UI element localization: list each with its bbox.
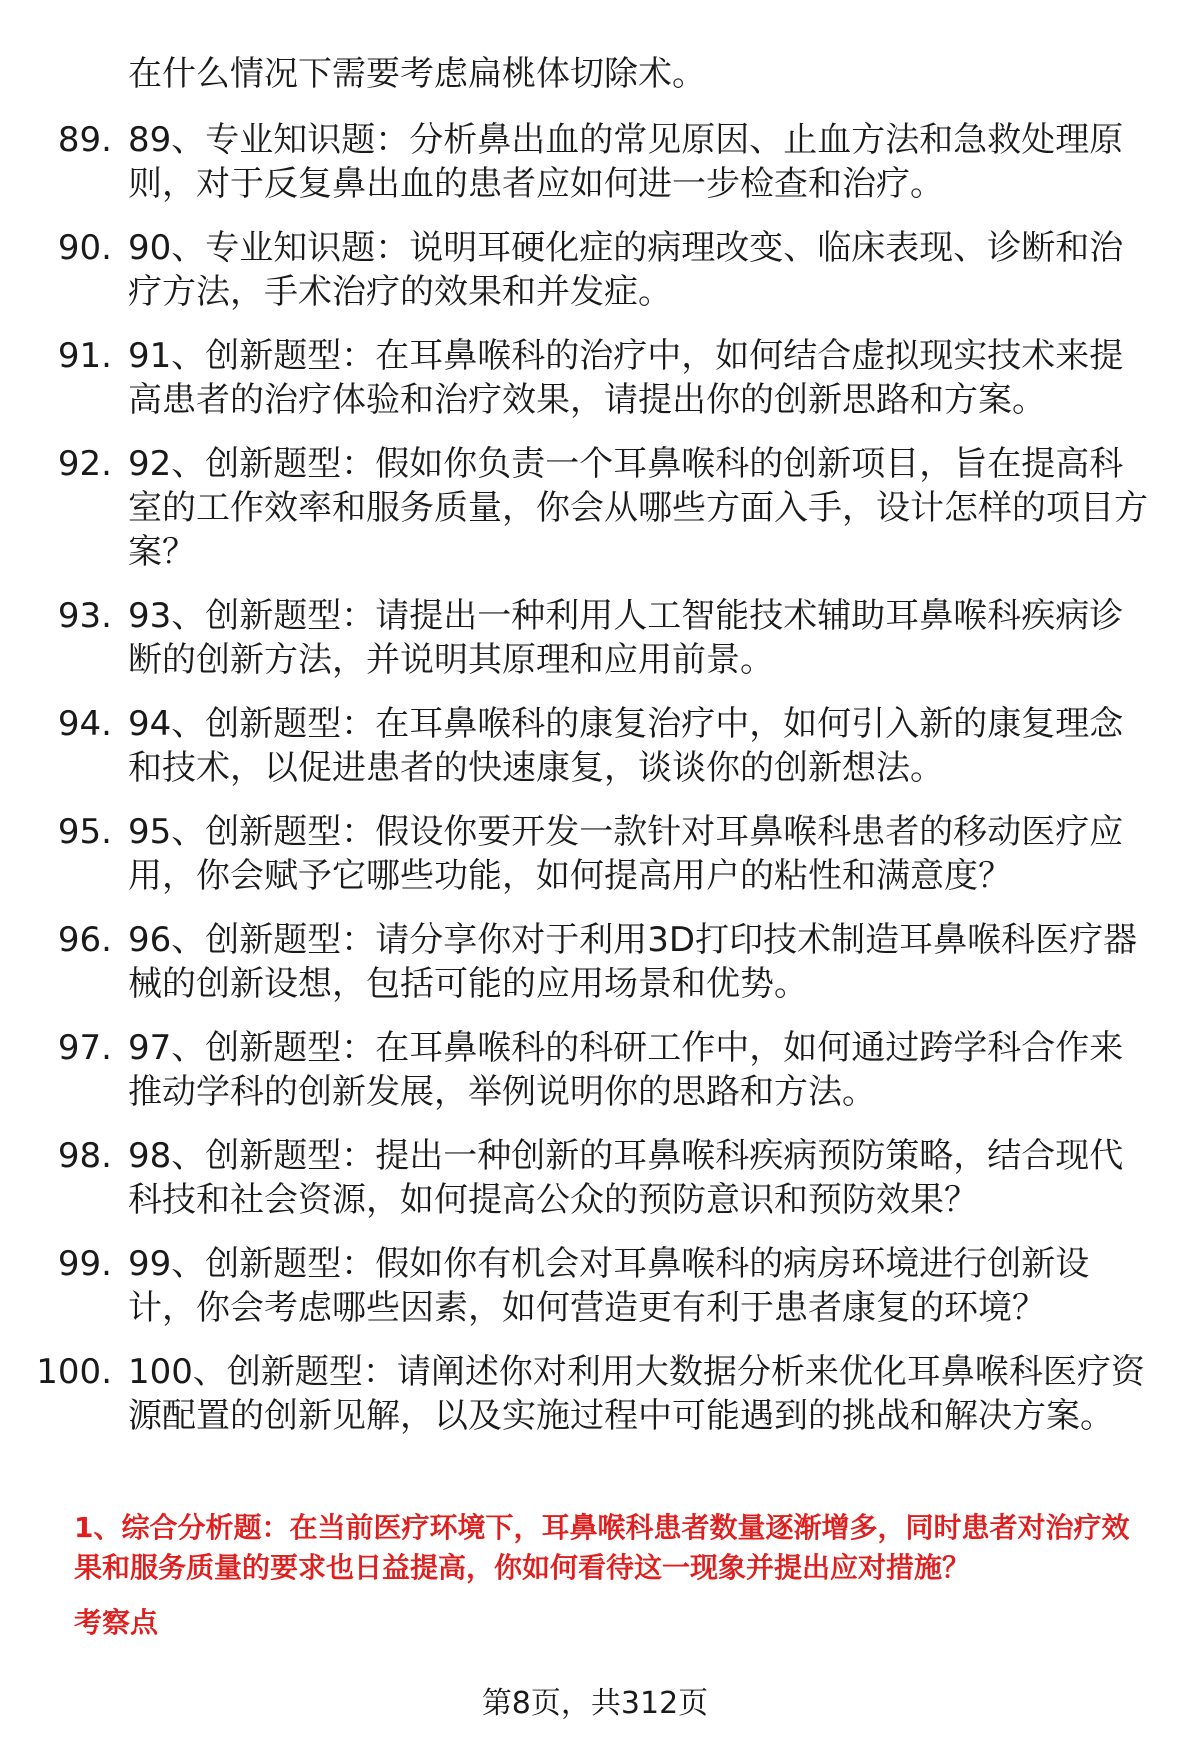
question-item <box>0 1350 1190 1438</box>
question-text: 99、创新题型：假如你有机会对耳鼻喉科的病房环境进行创新设计，你会考虑哪些因素，如何营造更有利于患者康复的环境？ <box>128 1244 1090 1328</box>
question-number: 97. <box>57 1028 112 1068</box>
question-number: 95. <box>57 812 112 852</box>
exam-points-label: 考察点 <box>74 1606 159 1639</box>
question-item <box>0 594 1190 682</box>
question-item <box>0 918 1190 1006</box>
question-text: 93、创新题型：请提出一种利用人工智能技术辅助耳鼻喉科疾病诊断的创新方法，并说明其原理和应用前景。 <box>128 596 1124 680</box>
question-number: 98. <box>57 1136 112 1176</box>
question-number: 99. <box>57 1244 112 1284</box>
question-text: 100、创新题型：请阐述你对利用大数据分析来优化耳鼻喉科医疗资源配置的创新见解，以及实施过程中可能遇到的挑战和解决方案。 <box>128 1352 1145 1436</box>
question-item <box>0 1134 1190 1222</box>
question-item <box>0 1026 1190 1114</box>
question-item <box>0 334 1190 422</box>
question-text: 98、创新题型：提出一种创新的耳鼻喉科疾病预防策略，结合现代科技和社会资源，如何提高公众的预防意识和预防效果？ <box>128 1136 1124 1220</box>
question-number: 96. <box>57 920 112 960</box>
question-text: 94、创新题型：在耳鼻喉科的康复治疗中，如何引入新的康复理念和技术，以促进患者的快速康复，谈谈你的创新想法。 <box>128 704 1124 788</box>
question-item <box>0 810 1190 898</box>
question-text: 89、专业知识题：分析鼻出血的常见原因、止血方法和急救处理原则，对于反复鼻出血的患者应如何进一步检查和治疗。 <box>128 120 1124 204</box>
question-number: 89. <box>57 120 112 160</box>
question-item <box>0 118 1190 206</box>
question-item <box>0 702 1190 790</box>
question-item <box>0 226 1190 314</box>
question-number: 93. <box>57 596 112 636</box>
page-footer: 第8页，共312页 <box>481 1686 709 1721</box>
question-number: 94. <box>57 704 112 744</box>
question-text: 97、创新题型：在耳鼻喉科的科研工作中，如何通过跨学科合作来推动学科的创新发展，举例说明你的思路和方法。 <box>128 1028 1124 1112</box>
question-item <box>0 1242 1190 1330</box>
question-number: 100. <box>36 1352 112 1392</box>
question-text: 95、创新题型：假设你要开发一款针对耳鼻喉科患者的移动医疗应用，你会赋予它哪些功能，如何提高用户的粘性和满意度？ <box>128 812 1124 896</box>
question-list <box>0 118 1190 1458</box>
continued-question-text: 在什么情况下需要考虑扁桃体切除术。 <box>128 54 706 94</box>
question-text: 92、创新题型：假如你负责一个耳鼻喉科的创新项目，旨在提高科室的工作效率和服务质量，你会从哪些方面入手，设计怎样的项目方案？ <box>128 444 1148 572</box>
question-item <box>0 442 1190 574</box>
question-text: 96、创新题型：请分享你对于利用3D打印技术制造耳鼻喉科医疗器械的创新设想，包括可能的应用场景和优势。 <box>128 920 1138 1004</box>
question-text: 90、专业知识题：说明耳硬化症的病理改变、临床表现、诊断和治疗方法，手术治疗的效果和并发症。 <box>128 228 1124 312</box>
question-number: 91. <box>57 336 112 376</box>
question-number: 90. <box>57 228 112 268</box>
question-number: 92. <box>57 444 112 484</box>
question-text: 91、创新题型：在耳鼻喉科的治疗中，如何结合虚拟现实技术来提高患者的治疗体验和治疗效果，请提出你的创新思路和方案。 <box>128 336 1124 420</box>
analysis-question-heading: 1、综合分析题：在当前医疗环境下，耳鼻喉科患者数量逐渐增多，同时患者对治疗效果和服务质量的要求也日益提高，你如何看待这一现象并提出应对措施？ <box>74 1511 1130 1584</box>
